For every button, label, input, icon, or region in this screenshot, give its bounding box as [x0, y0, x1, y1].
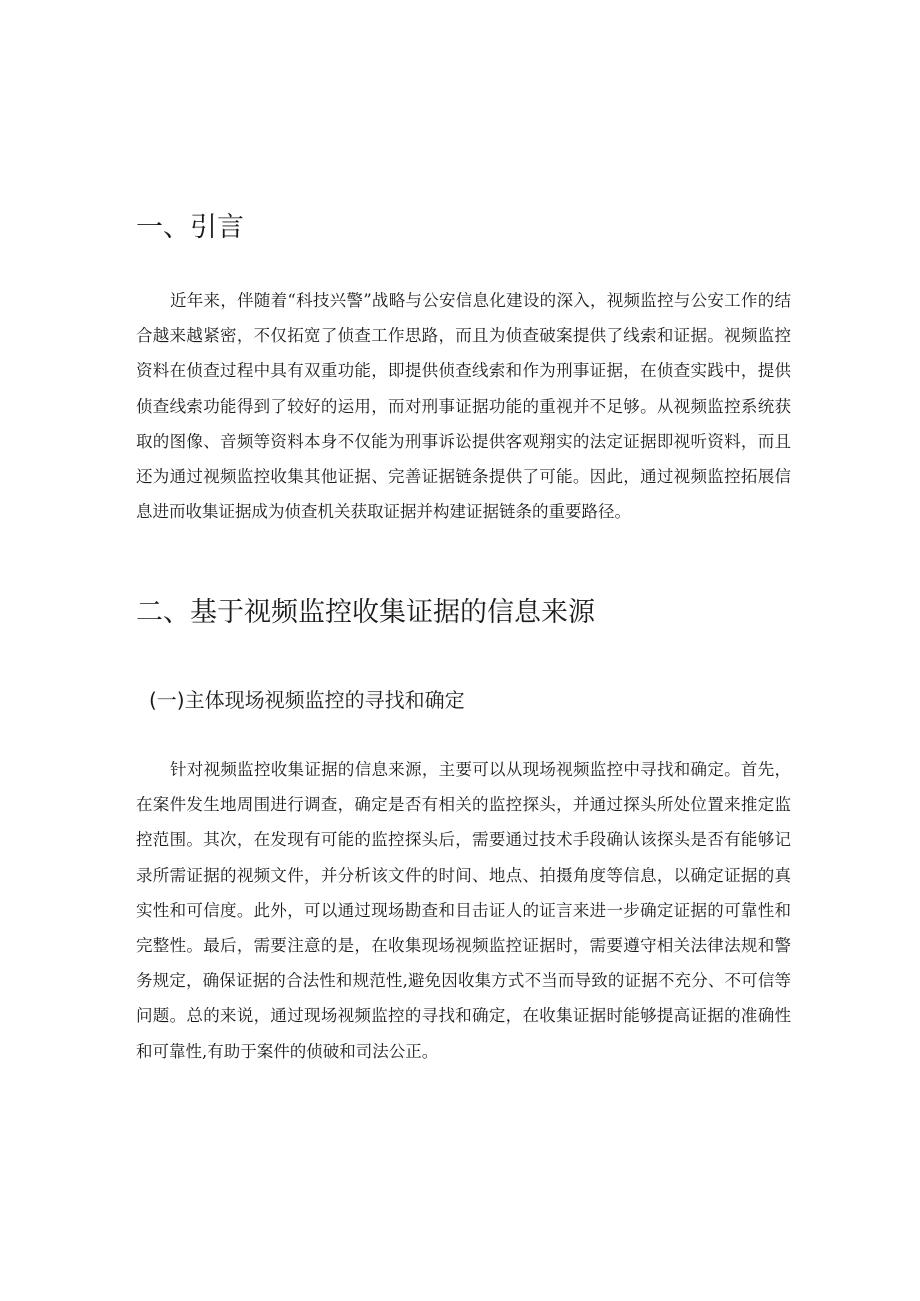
subsection-heading-scene-video: (一)主体现场视频监控的寻找和确定 — [149, 688, 465, 712]
section-heading-introduction: 一、引言 — [136, 212, 244, 243]
introduction-paragraph: 近年来，伴随着“科技兴警”战略与公安信息化建设的深入，视频监控与公安工作的结合越来越紧密，不仅拓宽了侦查工作思路，而且为侦查破案提供了线索和证据。视频监控资料在侦查过程中具有双重功能，即提供侦查线索和作为刑事证据，在侦查实践中，提供侦查线索功能得到了较好的运用，而对刑事证据功能的重视并不足够。从视频监控系统获取的图像、音频等资料本身不仅能为刑事诉讼提供客观翔实的法定证据即视听资料，而且还为通过视频监控收集其他证据、完善证据链条提供了可能。因此，通过视频监控拓展信息进而收集证据成为侦查机关获取证据并构建证据链条的重要路径。 — [136, 291, 791, 522]
section-heading-information-sources: 二、基于视频监控收集证据的信息来源 — [136, 597, 595, 628]
information-sources-paragraph: 针对视频监控收集证据的信息来源，主要可以从现场视频监控中寻找和确定。首先，在案件发生地周围进行调查，确定是否有相关的监控探头，并通过探头所处位置来推定监控范围。其次，在发现有可能的监控探头后，需要通过技术手段确认该探头是否有能够记录所需证据的视频文件，并分析该文件的时间、地点、拍摄角度等信息，以确定证据的真实性和可信度。此外，可以通过现场勘查和目击证人的证言来进一步确定证据的可靠性和完整性。最后，需要注意的是，在收集现场视频监控证据时，需要遵守相关法律法规和警务规定，确保证据的合法性和规范性,避免因收集方式不当而导致的证据不充分、不可信等问题。总的来说，通过现场视频监控的寻找和确定，在收集证据时能够提高证据的准确性和可靠性,有助于案件的侦破和司法公正。 — [136, 760, 791, 1061]
